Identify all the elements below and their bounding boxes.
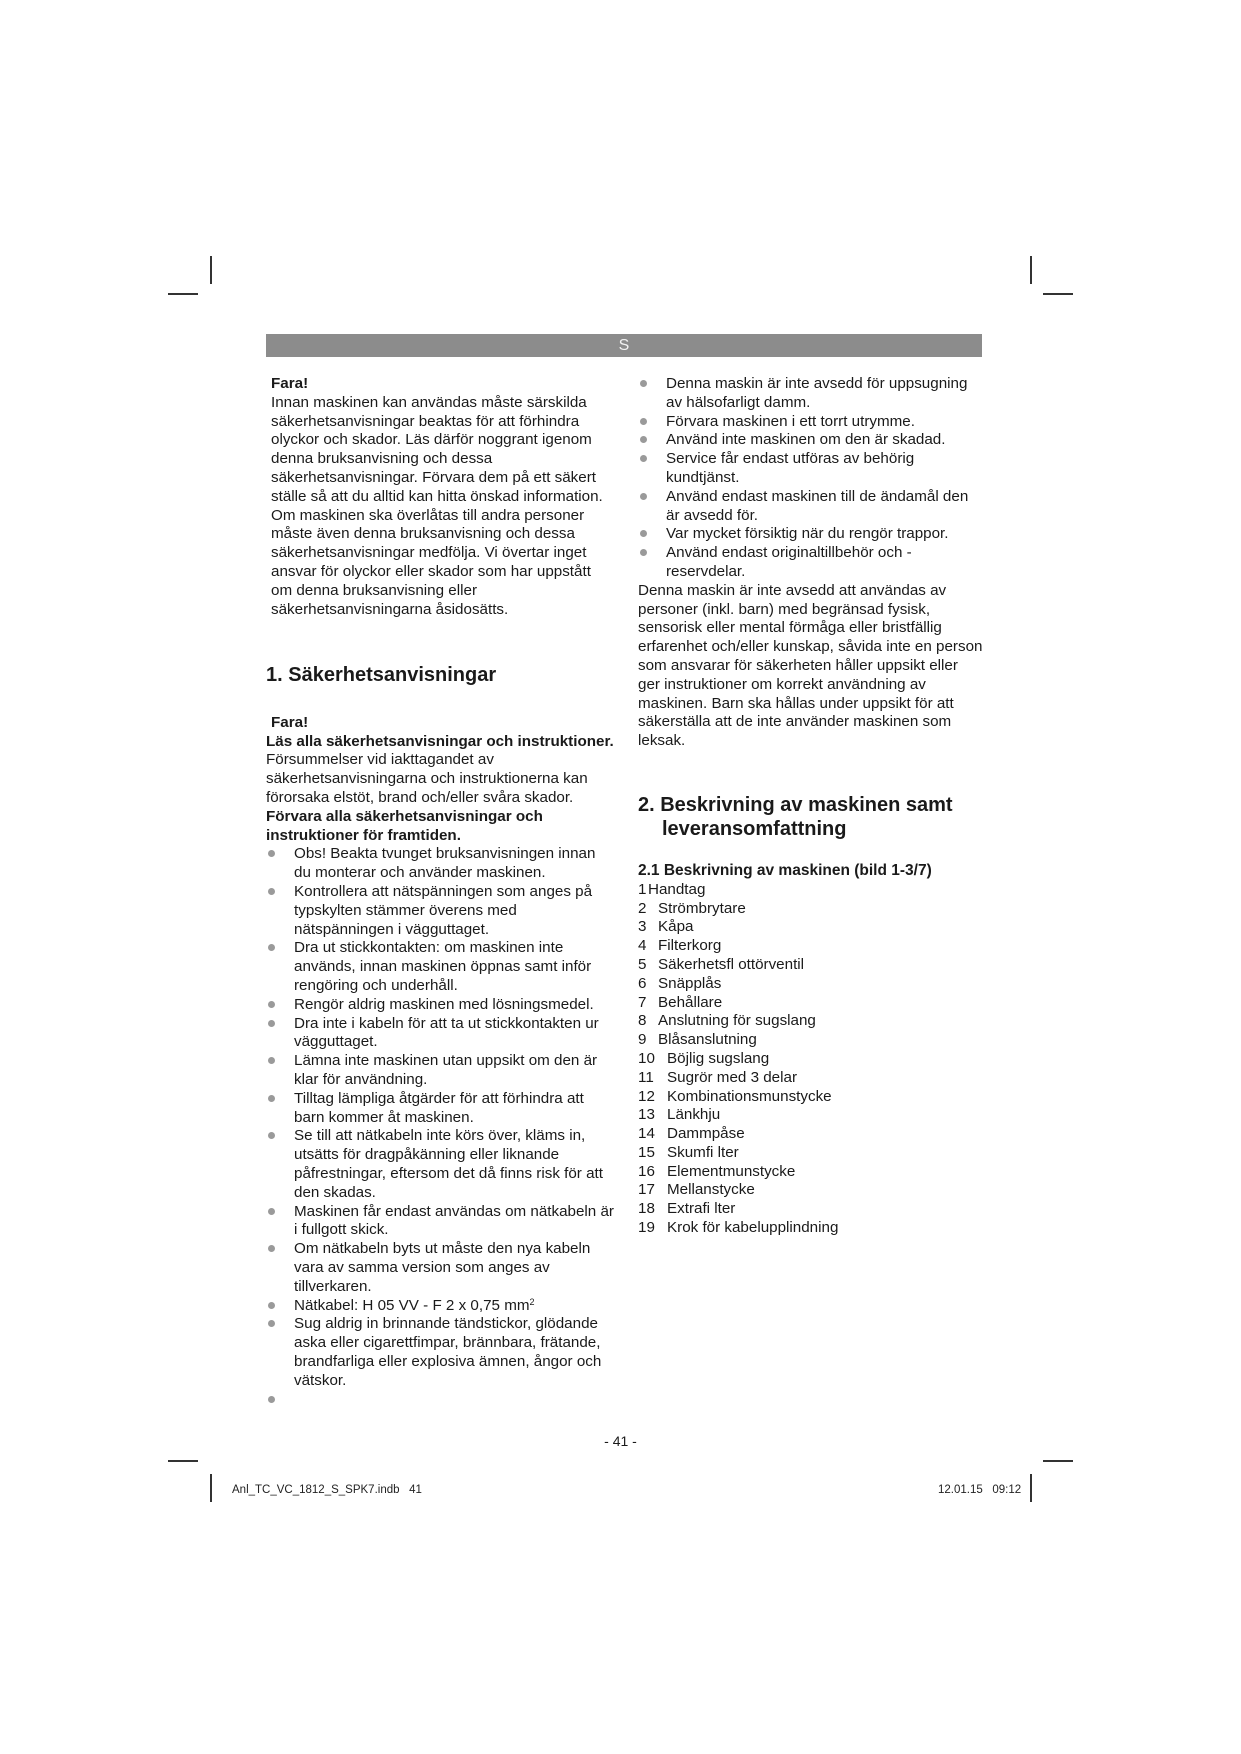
parts-list-item [638,1219,984,1238]
part-label: Sugrör med 3 delar [667,1068,798,1086]
read-all-bold: Läs alla säkerhetsanvisningar och instruktioner. [266,732,614,750]
part-number: 14 [638,1125,655,1143]
list-item-text: Nätkabel: H 05 VV - F 2 x 0,75 mm [294,1296,530,1314]
list-item-text: Dra ut stickkontakten: om maskinen inte används, innan maskinen öppnas samt inför rengöring och underhåll. [294,939,592,995]
parts-list-item [638,1200,984,1219]
bullet-icon [268,1302,275,1309]
part-label: Strömbrytare [658,899,746,917]
list-item-text: Rengör aldrig maskinen med lösningsmedel. [294,995,594,1013]
part-label: Dammpåse [667,1125,745,1143]
footer-date-time: 12.01.15 09:12 [938,1484,1022,1496]
bullet-icon [268,1057,275,1064]
list-item-text: Förvara maskinen i ett torrt utrymme. [666,412,915,430]
list-item [638,544,984,582]
list-item-text: Om nätkabeln byts ut måste den nya kabeln vara av samma version som anges av tillverkaren. [294,1240,591,1295]
keep-instructions-bold: Förvara alla säkerhetsanvisningar och instruktioner för framtiden. [266,807,543,844]
language-code: S [618,337,630,354]
parts-list-item [638,1069,984,1088]
parts-list-item [638,956,984,975]
list-item [638,413,984,432]
list-item-text: Se till att nätkabeln inte körs över, kläms in, utsätts för dragpåkänning eller liknande påfrestningar, eftersom det då finns risk för att den skadas. [294,1127,603,1201]
bullet-icon [268,1396,275,1403]
bullet-icon [640,418,647,425]
list-item [638,488,984,526]
part-label: Böjlig sugslang [667,1049,770,1067]
crop-mark [168,1460,198,1462]
list-item [266,883,614,939]
parts-list-item [638,975,984,994]
list-item [638,431,984,450]
bullet-icon [268,1020,275,1027]
bullet-icon [640,493,647,500]
bullet-icon [268,1208,275,1215]
part-label: Anslutning för sugslang [658,1012,816,1030]
bullet-icon [268,944,275,951]
warning-text: Innan maskinen kan användas måste särskilda säkerhetsanvisningar beaktas för att förhindra olyckor och skador. Läs därför noggrant igenom denna bruksanvisning och dessa säkerhetsanvisningar. Förvara dem på ett säkert ställe så att du alltid kan hitta önskad information. Om maskinen ska överlåtas till andra personer måste även denna bruksanvisning och dessa säkerhetsanvisningar medfölja. Vi övertar inget ansvar för olyckor eller skador som har uppstått om denna bruksanvisning eller säkerhetsanvisningarna åsidosätts. [271,393,603,618]
crop-mark [1030,1474,1032,1502]
list-item-cable-spec [266,1297,614,1316]
part-number: 13 [638,1106,655,1124]
list-item-text: Lämna inte maskinen utan uppsikt om den är klar för användning. [294,1052,598,1088]
list-item-text: Var mycket försiktig när du rengör trappor. [666,525,949,543]
list-item-text: Maskinen får endast användas om nätkabeln är i fullgott skick. [294,1202,614,1239]
list-item-text: Kontrollera att nätspänningen som anges på typskylten stämmer överens med nätspänningen i vägguttaget. [294,883,593,938]
section-2-heading: 2. Beskrivning av maskinen samt leveransomfattning [638,793,953,841]
list-item-text: Service får endast utföras av behörig kundtjänst. [666,450,915,486]
part-label: Kombinationsmunstycke [667,1087,832,1105]
list-item [266,1127,614,1202]
crop-mark [1043,1460,1073,1462]
bullet-icon [268,1001,275,1008]
list-item [638,450,984,488]
section-1-heading: 1. Säkerhetsanvisningar [266,664,497,687]
persons-paragraph: Denna maskin är inte avsedd att användas av personer (inkl. barn) med begränsad fysisk, sensorisk eller mental förmåga eller bristfällig erfarenhet och/eller kunskap, såvida inte en person som ansvarar för säkerheten håller uppsikt eller ger instruktioner om korrekt användning av maskinen. Barn ska hållas under uppsikt för att säkerställa att de inte använder maskinen som leksak. [638,581,983,750]
usage-bullet-list [638,375,984,582]
list-item [266,1052,614,1090]
part-label: Kåpa [658,918,694,936]
list-item-text: Använd endast originaltillbehör och -reservdelar. [666,544,912,580]
part-label: Krok för kabelupplindning [667,1219,839,1237]
part-label: Länkhju [667,1106,721,1124]
parts-list-item [638,1050,984,1069]
part-number: 9 [638,1031,647,1049]
read-all-paragraph [266,733,614,846]
bullet-icon [268,1095,275,1102]
list-item [266,939,614,995]
bullet-icon [640,549,647,556]
part-number: 3 [638,918,647,936]
warning-title: Fara! [271,375,309,392]
part-label: Skumfi lter [667,1143,739,1161]
list-item [266,1015,614,1053]
part-number: 4 [638,937,647,955]
warning-title-2: Fara! [271,713,309,731]
parts-list-item [638,1012,984,1031]
list-item [638,525,984,544]
list-item-text: Tilltag lämpliga åtgärder för att förhindra att barn kommer åt maskinen. [294,1089,584,1126]
list-item [266,845,614,883]
part-label: Mellanstycke [667,1181,755,1199]
parts-list-item [638,881,984,900]
part-label: Blåsanslutning [658,1031,757,1049]
bullet-icon [268,888,275,895]
part-label: Snäpplås [658,974,722,992]
list-item-text: Använd endast maskinen till de ändamål den är avsedd för. [666,487,969,524]
crop-mark [168,293,198,295]
list-item [638,375,984,413]
list-item [266,1315,614,1390]
crop-mark [1030,256,1032,284]
parts-list-item [638,994,984,1013]
part-number: 18 [638,1200,655,1218]
part-number: 16 [638,1162,655,1180]
parts-list-item [638,1106,984,1125]
language-header-bar [266,334,982,357]
bullet-icon [640,455,647,462]
bullet-icon [268,850,275,857]
crop-mark [210,256,212,284]
part-number: 11 [638,1068,654,1086]
parts-list-item [638,1181,984,1200]
bullet-icon [268,1132,275,1139]
parts-list-item [638,1163,984,1182]
superscript: 2 [529,1296,535,1307]
page-number: - 41 - [604,1433,637,1449]
parts-list-item [638,1031,984,1050]
part-number: 12 [638,1087,655,1105]
parts-list-item [638,937,984,956]
right-column [638,375,984,1238]
parts-list-item [638,1088,984,1107]
list-item-text: Dra inte i kabeln för att ta ut stickkontakten ur vägguttaget. [294,1014,599,1051]
part-number: 17 [638,1181,655,1199]
crop-mark [1043,293,1073,295]
part-label: Handtag [648,880,706,898]
list-item [266,996,614,1015]
list-item-text: Sug aldrig in brinnande tändstickor, glödande aska eller cigarettfimpar, brännbara, frätande, brandfarliga eller explosiva ämnen, ångor och vätskor. [294,1315,602,1389]
left-column [266,375,614,1409]
part-label: Filterkorg [658,937,722,955]
bullet-icon [640,436,647,443]
parts-list-item [638,1125,984,1144]
list-item-text: Denna maskin är inte avsedd för uppsugning av hälsofarligt damm. [666,375,968,411]
part-label: Elementmunstycke [667,1162,796,1180]
part-number: 19 [638,1219,655,1237]
part-number: 15 [638,1143,655,1161]
parts-list [638,881,984,1238]
parts-list-item [638,900,984,919]
bullet-icon [268,1245,275,1252]
part-label: Extrafi lter [667,1200,736,1218]
bullet-icon [268,1320,275,1327]
crop-mark [210,1474,212,1502]
part-number: 2 [638,899,647,917]
part-number: 7 [638,993,647,1011]
list-item-text: Obs! Beakta tvunget bruksanvisningen innan du monterar och använder maskinen. [294,845,596,882]
parts-list-item [638,1144,984,1163]
part-number: 10 [638,1049,655,1067]
part-label: Behållare [658,993,723,1011]
list-item [266,1240,614,1296]
part-number: 1 [638,880,647,898]
list-item-empty [266,1391,614,1410]
list-item [266,1090,614,1128]
bullet-icon [640,380,647,387]
safety-bullet-list [266,845,614,1409]
footer-file-name: Anl_TC_VC_1812_S_SPK7.indb 41 [232,1484,422,1496]
read-all-text: Försummelser vid iakttagandet av säkerhetsanvisningarna och instruktionerna kan förorsaka elstöt, brand och/eller svåra skador. [266,751,588,807]
bullet-icon [640,530,647,537]
parts-list-item [638,918,984,937]
list-item-text: Använd inte maskinen om den är skadad. [666,431,946,449]
list-item [266,1203,614,1241]
part-number: 5 [638,955,647,973]
part-number: 8 [638,1012,647,1030]
subsection-2-1-heading: 2.1 Beskrivning av maskinen (bild 1-3/7) [638,861,932,879]
part-number: 6 [638,974,647,992]
part-label: Säkerhetsfl ottörventil [658,955,805,973]
